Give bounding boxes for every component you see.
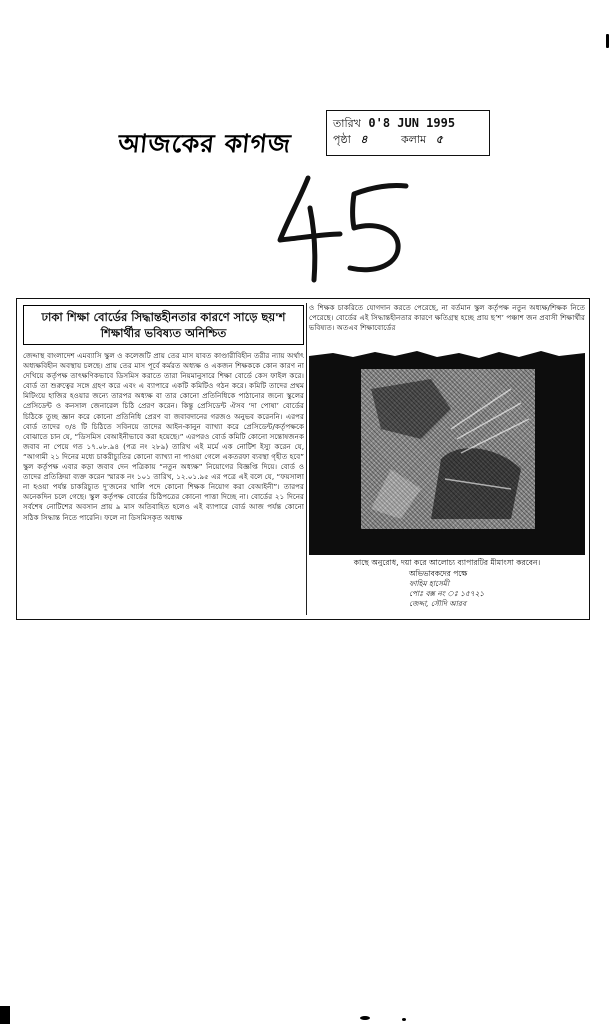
column-label: কলাম xyxy=(400,133,427,146)
scan-speck xyxy=(360,1016,370,1020)
scan-speck xyxy=(0,1006,10,1024)
signature-place: জেদ্দা, সৌদি আরব xyxy=(409,599,467,608)
handwritten-number xyxy=(270,168,420,288)
page-value: ৪ xyxy=(360,133,368,146)
article-left-column xyxy=(21,303,307,615)
scan-speck xyxy=(606,34,609,48)
photo-shapes xyxy=(361,369,535,529)
scan-speck xyxy=(402,1018,406,1021)
article-continuation: ও শিক্ষক চাকরিতে যোগদান করতে পেরেছে, না বর্তমান স্কুল কর্তৃপক্ষ নতুন অধ্যক্ষ/শিক্ষক নিতে পেরেছে। বোর্ডের এই সিদ্ধান্তহীনতার কারণে ক্ষতিগ্রস্থ হচ্ছে প্রায় ছ’শ’ পঞ্চাশ জন প্রবাসী শিক্ষার্থীর ভবিষ্যত। অতএব শিক্ষাবোর্ডের xyxy=(309,303,585,333)
date-value: 0'8 JUN 1995 xyxy=(368,116,456,130)
column-value: ৫ xyxy=(435,133,443,146)
article-body: জেদ্দাস্থ বাংলাদেশ এমব্যাসি স্কুল ও কলেজটি প্রায় তের মাস যাবত কাণ্ডারীবিহীন তরীর ন্যায় অর্থাৎ অধ্যক্ষবিহীন অবস্থায় চলছে। প্রায় তের মাস পূর্বে কর্মরত অধ্যক্ষ ও একজন শিক্ষককে কোন কারণ না দেখিয়ে কর্তৃপক্ষ তাৎক্ষণিকভাবে ডিসমিস করাতে তারা নিয়মানুসারে শিক্ষা বোর্ডে কেস ফাইল করে। বোর্ড তা শুরুত্বের সঙ্গে গ্রহণ করে এবং এ ব্যাপারে একটি কমিটিও গঠন করে। কমিটি তাদের প্রথম মিটিংয়ে হাজির হওয়ার জন্যে তারপর অধ্যক্ষ বা তার কোনো প্রতিনিধিকে পাঠানোর জন্যে স্কুলের প্রেসিডেন্ট ও কনসাল জেনারেল চিঠি প্রেরণ করেন। কিন্তু প্রেসিডেন্ট ঐসব ‘দা পোষা’ বোর্ডের চিঠিকে তুচ্ছ জ্ঞান করে কোনো প্রতিনিধি প্রেরণ বা জবাবদানের গরজও অনুভব করেননি। এরপর বোর্ড তাদের ৩/৪ টি চিঠিতে সবিনয়ে তাদের আইন-কানুন ব্যাখ্যা করে প্রেসিডেন্ট/কর্তৃপক্ষকে বোঝাতে চান যে, “ডিসমিস বেআইনীভাবে করা হয়েছে।” এরপরও বোর্ড কমিটি কোনো সন্তোষজনক জবাব না পেয়ে গত ১৭.০৮.৯৪ (পত্র নং ২৮৯) তারিখ এই মর্মে এক নোটিশ ইস্যু করেন যে, “আগামী ২১ দিনের মধ্যে চাকরীচ্যুতির কোনো ব্যাখ্যা না পাওয়া গেলে একতরফা ব্যবস্থা গৃহীত হবে” স্কুল কর্তৃপক্ষ এবার কড়া জবাব দেন পত্রিকায় “নতুন অধ্যক্ষ” নিয়োগের বিজ্ঞপ্তি দিয়ে। বোর্ড ও তাদের প্রতিক্রিয়া ব্যক্ত করেন স্মারক নং ১০১ তারিখ, ১২.০১.৯৫ এর পত্রে এই বলে যে, “ফয়সালা না হওয়া পর্যন্ত চাকরিচ্যুত দু’জনের খালি পদে কোনো শিক্ষক নিয়োগ করা বেআইনী”। তারপর অনেকদিন চলে গেছে। স্কুল কর্তৃপক্ষ বোর্ডের চিঠিপত্রের কোনো পাত্তা দিচ্ছে না। বোর্ডের ২১ দিনের সর্বশেষ নোটিশের অবসান প্রায় ৯ মাস অতিবাহিত হলেও এই ব্যাপারে বোর্ড আজ পর্যন্ত কোনো সঠিক সিদ্ধান্ত নিতে পারেনি। ফলে না ডিসমিসকৃত অধ্যক্ষ xyxy=(23,351,304,522)
letter-signature xyxy=(409,569,585,609)
torn-edge xyxy=(309,347,585,361)
date-label: তারিখ xyxy=(333,117,361,130)
date-stamp-row-2 xyxy=(333,132,483,148)
date-stamp-row-1 xyxy=(333,115,483,132)
signature-on-behalf: অভিভাবকদের পক্ষে xyxy=(409,569,468,578)
article-headline: ঢাকা শিক্ষা বোর্ডের সিদ্ধান্তহীনতার কারণে সাড়ে ছয়'শ শিক্ষার্থীর ভবিষ্যত অনিশ্চিত xyxy=(23,305,304,345)
photo-frame xyxy=(309,351,585,555)
closing-request: কাছে অনুরোধ, দয়া করে আলোচ্য ব্যাপারটির মীমাংসা করবেন। xyxy=(353,558,541,567)
newspaper-masthead: আজকের কাগজ xyxy=(116,129,293,158)
article-right-column xyxy=(309,303,585,615)
date-stamp xyxy=(326,110,490,156)
signature-name: ফাহিম হাসেমী xyxy=(409,579,450,588)
signature-po-box: পোঃ বক্স নং ঃ ১৫৭২১ xyxy=(409,589,485,598)
newspaper-clipping xyxy=(16,298,590,620)
page-label: পৃষ্ঠা xyxy=(333,133,351,146)
article-photo xyxy=(361,369,535,529)
